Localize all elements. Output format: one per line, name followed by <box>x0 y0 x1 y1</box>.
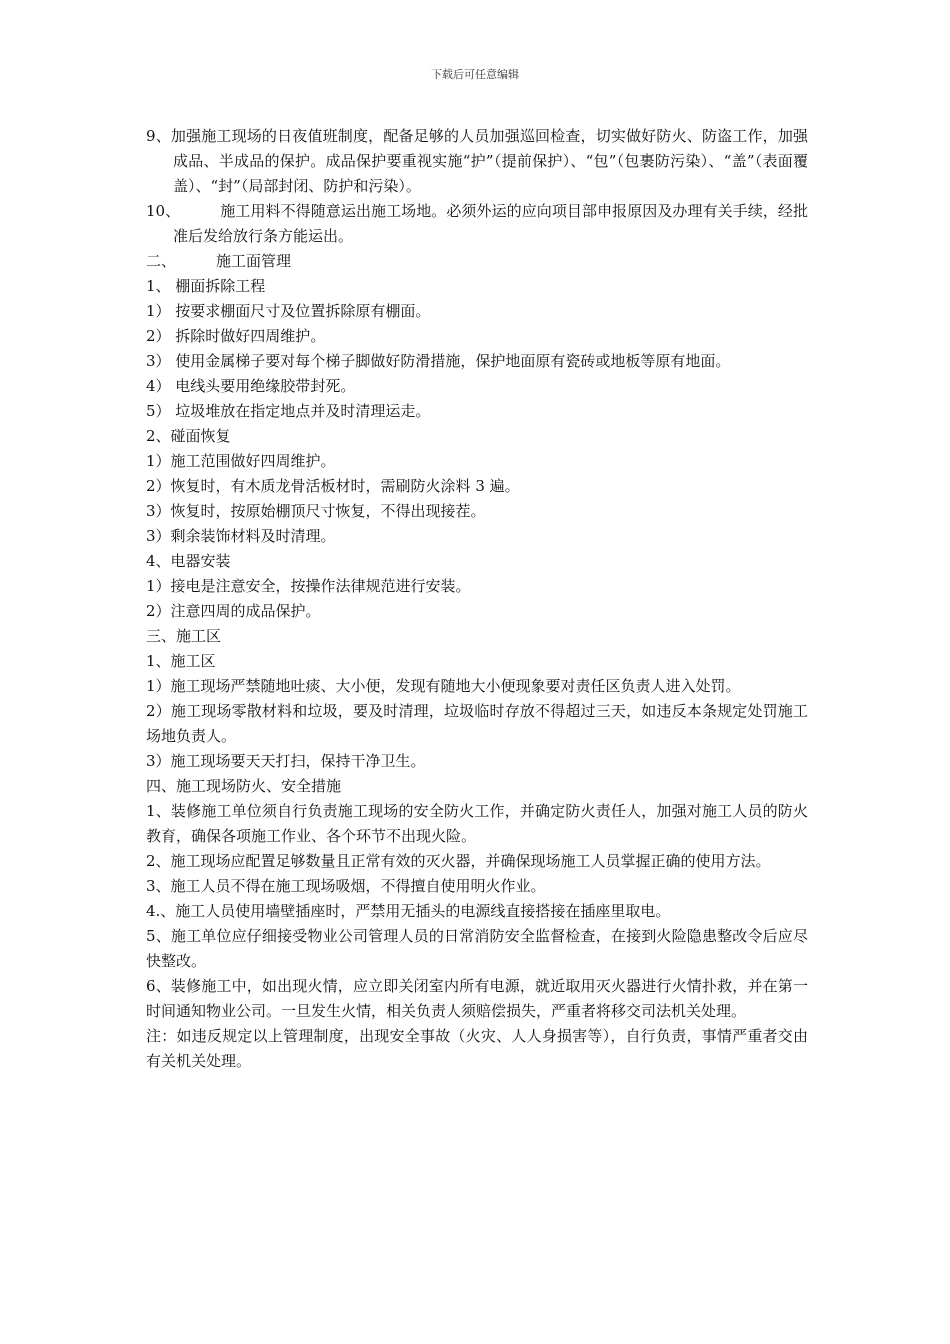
list-item: 3） 使用金属梯子要对每个梯子脚做好防滑措施，保护地面原有瓷砖或地板等原有地面。 <box>146 352 731 370</box>
list-item: 3）施工现场要天天打扫，保持干净卫生。 <box>146 752 426 770</box>
subsection-heading: 1、 棚面拆除工程 <box>146 277 266 295</box>
list-item: 2、施工现场应配置足够数量且正常有效的灭火器，并确保现场施工人员掌握正确的使用方法。 <box>146 852 771 870</box>
section-number: 二、 <box>146 252 177 270</box>
paragraph-10 <box>146 199 808 249</box>
list-item: 1）施工现场严禁随地吐痰、大小便，发现有随地大小便现象要对责任区负责人进入处罚。 <box>146 677 741 695</box>
paragraph-9 <box>146 124 808 199</box>
subsection-heading: 4、电器安装 <box>146 552 231 570</box>
list-item: 1）施工范围做好四周维护。 <box>146 452 336 470</box>
subsection-heading: 2、碰面恢复 <box>146 427 231 445</box>
list-item: 4.、施工人员使用墙壁插座时，严禁用无插头的电源线直接搭接在插座里取电。 <box>146 902 671 920</box>
list-item: 5、施工单位应仔细接受物业公司管理人员的日常消防安全监督检查，在接到火险隐患整改令后应尽快整改。 <box>146 927 808 970</box>
page-header: 下载后可任意编辑 <box>431 68 519 81</box>
document-body <box>146 124 808 1074</box>
paragraph-text: 加强施工现场的日夜值班制度，配备足够的人员加强巡回检查，切实做好防火、防盗工作，加强成品、半成品的保护。成品保护要重视实施“护”（提前保护）、“包”（包裹防污染）、“盖”（表面覆盖）、“封”（局部封闭、防护和污染）。 <box>170 127 808 195</box>
note-paragraph: 注：如违反规定以上管理制度，出现安全事故（火灾、人人身损害等），自行负责，事情严重者交由有关机关处理。 <box>146 1027 808 1070</box>
section-heading-4: 四、施工现场防火、安全措施 <box>146 777 342 795</box>
subsection-heading: 1、施工区 <box>146 652 216 670</box>
list-item: 6、装修施工中，如出现火情，应立即关闭室内所有电源，就近取用灭火器进行火情扑救，并在第一时间通知物业公司。一旦发生火情，相关负责人须赔偿损失，严重者将移交司法机关处理。 <box>146 977 808 1020</box>
list-item: 2） 拆除时做好四周维护。 <box>146 327 326 345</box>
list-item: 1） 按要求棚面尺寸及位置拆除原有棚面。 <box>146 302 431 320</box>
list-item: 2）注意四周的成品保护。 <box>146 602 321 620</box>
item-number: 10、 <box>146 202 181 220</box>
paragraph-text: 施工用料不得随意运出施工场地。必须外运的应向项目部申报原因及办理有关手续，经批准后发给放行条方能运出。 <box>173 202 808 245</box>
list-item: 3、施工人员不得在施工现场吸烟，不得擅自使用明火作业。 <box>146 877 546 895</box>
list-item: 4） 电线头要用绝缘胶带封死。 <box>146 377 356 395</box>
list-item: 2）恢复时，有木质龙骨活板材时，需刷防火涂料 3 遍。 <box>146 477 520 495</box>
item-number: 9、 <box>146 127 171 145</box>
list-item: 1、装修施工单位须自行负责施工现场的安全防火工作，并确定防火责任人，加强对施工人员的防火教育，确保各项施工作业、各个环节不出现火险。 <box>146 802 808 845</box>
section-heading-2 <box>146 249 808 274</box>
list-item: 3）剩余装饰材料及时清理。 <box>146 527 336 545</box>
list-item: 5） 垃圾堆放在指定地点并及时清理运走。 <box>146 402 431 420</box>
list-item: 2）施工现场零散材料和垃圾，要及时清理，垃圾临时存放不得超过三天，如违反本条规定处罚施工场地负责人。 <box>146 702 808 745</box>
section-title: 施工面管理 <box>216 252 292 270</box>
list-item: 1）接电是注意安全，按操作法律规范进行安装。 <box>146 577 471 595</box>
list-item: 3）恢复时，按原始棚顶尺寸恢复，不得出现接茬。 <box>146 502 486 520</box>
section-heading-3: 三、施工区 <box>146 627 222 645</box>
